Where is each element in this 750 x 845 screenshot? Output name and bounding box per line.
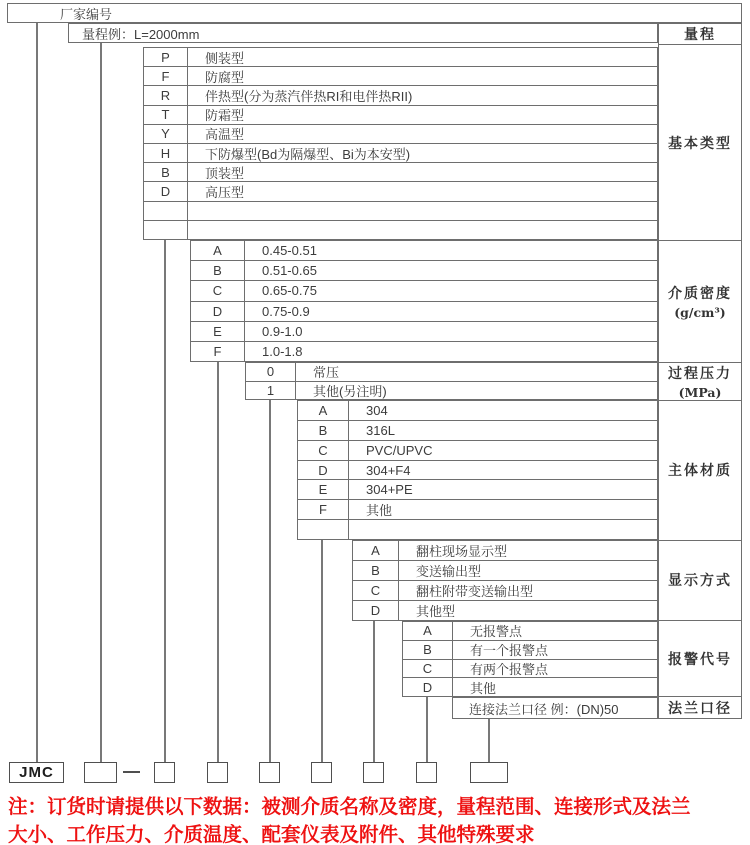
code-cell: E [298,480,349,499]
section-alarm-code [402,621,658,697]
code-cell: B [353,561,399,580]
connector-basic-type [164,240,166,762]
table-row [298,420,657,440]
desc-cell [188,202,657,220]
table-row [246,381,657,400]
table-row [144,48,657,66]
table-row [403,659,657,678]
desc-cell: 有一个报警点 [470,643,549,659]
category-label-column [658,23,742,719]
code-cell: A [403,622,453,640]
desc-cell: 316L [366,422,395,438]
code-cell: R [144,86,188,104]
connector-factory-code [36,23,38,762]
table-row [144,85,657,104]
table-row [191,280,657,300]
connector-body-material [321,540,323,762]
table-row [191,241,657,260]
table-row [353,541,657,560]
code-cell: B [191,261,245,280]
code-cell: E [191,322,245,341]
table-row [298,440,657,460]
section-body-material [297,400,658,540]
code-box-alarm-code [416,762,437,783]
code-cell: T [144,106,188,124]
table-row [298,460,657,480]
table-row [144,66,657,85]
code-cell [144,221,188,239]
desc-cell: 0.65-0.75 [262,283,317,299]
side-label-process-pressure: 过程压力 (MPa) [659,362,741,400]
code-box-flange-size [470,762,508,783]
desc-cell: 翻柱附带变送输出型 [416,584,534,599]
side-label-body-material: 主体材质 [659,400,741,540]
side-label-basic-type: 基本类型 [659,44,741,240]
code-cell: F [191,342,245,361]
code-box-range [84,762,117,783]
desc-cell: 侧装型 [205,50,245,66]
desc-cell: 顶装型 [205,165,245,181]
table-row [191,260,657,280]
code-cell: D [353,601,399,620]
code-cell: F [144,67,188,85]
code-box-basic-type [154,762,175,783]
code-box-body-material [311,762,332,783]
side-label-flange-size: 法兰口径 [659,696,741,718]
table-row [144,143,657,162]
side-label-alarm-code: 报警代号 [659,620,741,696]
code-cell: A [353,541,399,560]
table-row [353,560,657,580]
connector-process-pressure [269,400,271,762]
desc-cell: 防腐型 [205,69,245,85]
code-cell [298,520,349,539]
code-cell: 1 [246,382,296,400]
factory-code-row [7,3,742,23]
desc-cell: 304 [366,402,388,418]
desc-cell: 下防爆型(Bd为隔爆型、Bi为本安型) [205,146,411,162]
section-process-pressure [245,362,658,400]
side-label-display-mode: 显示方式 [659,540,741,621]
table-row [353,580,657,600]
code-cell: H [144,144,188,162]
section-flange-size [452,697,658,719]
code-cell: C [353,581,399,600]
section-basic-type [143,47,658,240]
table-row [144,181,657,200]
table-row [191,321,657,341]
desc-cell: 0.45-0.51 [262,243,317,259]
desc-cell: 304+PE [366,482,413,498]
code-cell [144,202,188,220]
code-cell: C [403,660,453,678]
desc-cell: 翻柱现场显示型 [416,544,508,559]
connector-medium-density [217,362,219,762]
connector-range [100,43,102,762]
desc-cell: 伴热型(分为蒸汽伴热RI和电伴热RII) [205,89,413,105]
table-row [246,363,657,381]
dash-separator [123,771,140,773]
code-cell: D [298,461,349,480]
code-cell: C [298,441,349,460]
ordering-note-line2: 大小、工作压力、介质温度、配套仪表及附件、其他特殊要求 [8,824,535,845]
desc-cell: 304+F4 [366,462,411,478]
desc-cell: 高压型 [205,185,245,201]
connector-display-mode [373,621,375,762]
table-row [144,220,657,239]
code-cell: 0 [246,363,296,381]
code-box-medium-density [207,762,228,783]
desc-cell: 0.9-1.0 [262,323,303,339]
table-row [403,622,657,640]
table-row [453,698,657,718]
code-cell: D [144,182,188,200]
desc-cell: 其他 [470,680,497,696]
code-cell: Y [144,125,188,143]
code-cell: A [191,241,245,260]
connector-flange-size [488,719,490,762]
code-box-process-pressure [259,762,280,783]
code-box-display-mode [363,762,384,783]
table-row [191,301,657,321]
side-label-medium-density: 介质密度 (g/cm³) [659,240,741,362]
desc-cell: 0.51-0.65 [262,263,317,279]
table-row [144,201,657,220]
code-cell: D [191,302,245,321]
desc-cell: 防霜型 [205,108,245,124]
desc-cell: 高温型 [205,127,245,143]
side-label-range: 量程 [684,27,716,43]
table-row [144,105,657,124]
table-row [298,499,657,519]
desc-cell [349,520,657,539]
desc-cell [188,221,657,239]
desc-cell: 有两个报警点 [470,661,549,677]
table-row [191,341,657,361]
code-cell: P [144,48,188,66]
model-code-box: JMC [9,762,64,783]
connector-alarm-code [426,697,428,762]
code-cell: B [403,641,453,659]
code-cell: A [298,401,349,420]
table-row [144,162,657,181]
table-row [298,479,657,499]
desc-cell: 其他 [366,503,393,519]
desc-cell: 其他(另注明) [313,383,387,399]
table-row [144,124,657,143]
table-row [403,677,657,696]
ordering-note [8,793,750,845]
factory-code-label: 厂家编号 [60,6,113,22]
desc-cell: PVC/UPVC [366,442,433,458]
desc-cell: 变送输出型 [416,564,482,579]
range-example-row [68,23,658,43]
desc-cell: 0.75-0.9 [262,303,310,319]
range-example-label: 量程例：L=2000mm [82,26,200,42]
code-cell: B [144,163,188,181]
code-cell: D [403,678,453,696]
code-cell: F [298,500,349,519]
table-row [298,401,657,420]
table-row [353,600,657,620]
code-cell: B [298,421,349,440]
code-cell: C [191,281,245,300]
desc-cell: 其他型 [416,604,456,619]
desc-cell: 常压 [313,365,340,381]
desc-cell: 无报警点 [470,624,523,640]
ordering-note-line1: 注：订货时请提供以下数据：被测介质名称及密度，量程范围、连接形式及法兰 [8,796,691,818]
desc-cell: 1.0-1.8 [262,343,303,359]
table-row [298,519,657,539]
section-medium-density [190,240,658,362]
desc-cell: 连接法兰口径 例：(DN)50 [469,701,619,717]
table-row [403,640,657,659]
section-display-mode [352,540,658,621]
